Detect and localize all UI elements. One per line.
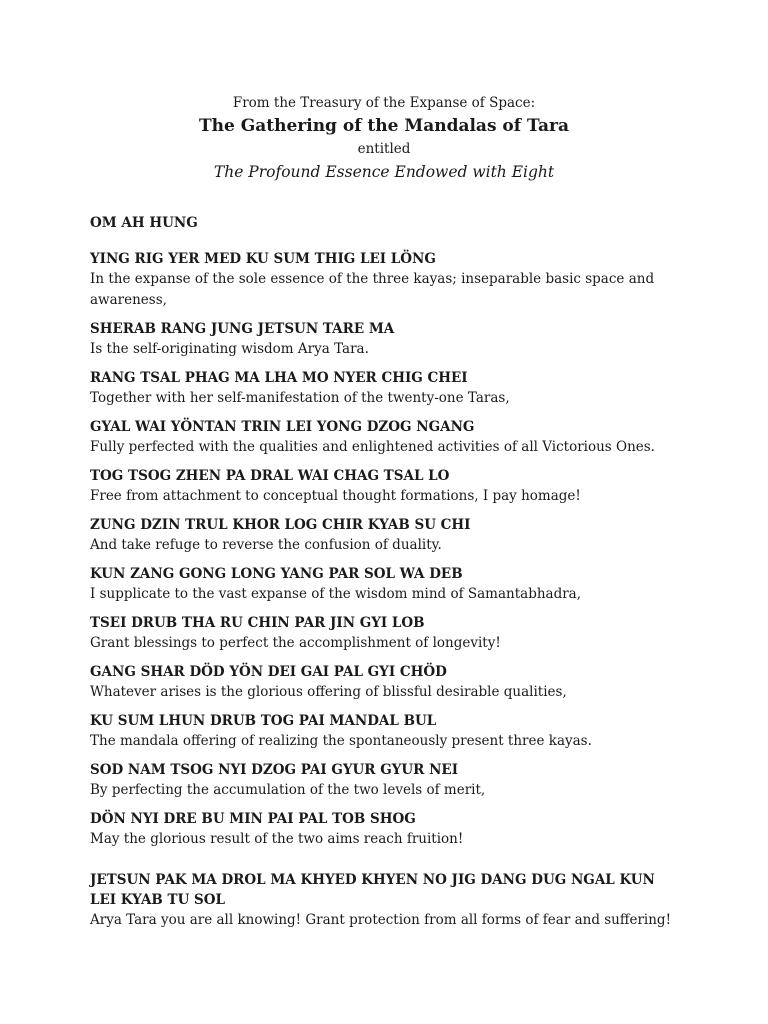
- verse-tibetan-line: TOG TSOG ZHEN PA DRAL WAI CHAG TSAL LO: [90, 468, 450, 484]
- verse-tibetan-line: YING RIG YER MED KU SUM THIG LEI LÖNG: [90, 251, 436, 267]
- verse: [90, 466, 678, 507]
- verse-english-translation: I supplicate to the vast expanse of the wisdom mind of Samantabhadra,: [90, 586, 582, 602]
- verse-english-translation: Together with her self-manifestation of the twenty-one Taras,: [90, 390, 510, 406]
- verse-english-translation: And take refuge to reverse the confusion of duality.: [90, 537, 442, 553]
- verse-english-translation: Grant blessings to perfect the accomplishment of longevity!: [90, 635, 501, 651]
- verse-tibetan-line: JETSUN PAK MA DROL MA KHYED KHYEN NO JIG DANG DUG NGAL KUN LEI KYAB TU SOL: [90, 872, 655, 908]
- verse-english-translation: Arya Tara you are all knowing! Grant protection from all forms of fear and suffering!: [90, 912, 671, 928]
- verse: [90, 662, 678, 703]
- invocation-text: OM AH HUNG: [90, 215, 198, 231]
- verse-english-translation: May the glorious result of the two aims reach fruition!: [90, 831, 464, 847]
- verse-tibetan-line: ZUNG DZIN TRUL KHOR LOG CHIR KYAB SU CHI: [90, 517, 471, 533]
- verse-tibetan-line: DÖN NYI DRE BU MIN PAI PAL TOB SHOG: [90, 811, 416, 827]
- verse-english-translation: In the expanse of the sole essence of the three kayas; inseparable basic space and awareness,: [90, 271, 655, 308]
- verse-english-translation: Free from attachment to conceptual thought formations, I pay homage!: [90, 488, 581, 504]
- verse-tibetan-line: GANG SHAR DÖD YÖN DEI GAI PAL GYI CHÖD: [90, 664, 447, 680]
- verse-tibetan-line: KUN ZANG GONG LONG YANG PAR SOL WA DEB: [90, 566, 463, 582]
- source-subtitle: From the Treasury of the Expanse of Space:: [232, 95, 536, 111]
- verse-tibetan-line: TSEI DRUB THA RU CHIN PAR JIN GYI LOB: [90, 615, 425, 631]
- verse: [90, 249, 678, 311]
- verse: [90, 711, 678, 752]
- verse: [90, 564, 678, 605]
- document-italic-title: The Profound Essence Endowed with Eight: [213, 163, 555, 181]
- verse: [90, 515, 678, 556]
- verse-english-translation: The mandala offering of realizing the spontaneously present three kayas.: [90, 733, 592, 749]
- verse-tibetan-line: GYAL WAI YÖNTAN TRIN LEI YONG DZOG NGANG: [90, 419, 475, 435]
- verse: [90, 417, 678, 458]
- verse-tibetan-line: SOD NAM TSOG NYI DZOG PAI GYUR GYUR NEI: [90, 762, 459, 778]
- verse-tibetan-line: RANG TSAL PHAG MA LHA MO NYER CHIG CHEI: [90, 370, 468, 386]
- verse-list: [90, 249, 678, 931]
- entitled-label: entitled: [357, 141, 411, 157]
- verse: [90, 368, 678, 409]
- verse-english-translation: Whatever arises is the glorious offering of blissful desirable qualities,: [90, 684, 567, 700]
- verse: [90, 870, 678, 931]
- verse-english-translation: Is the self-originating wisdom Arya Tara.: [90, 341, 369, 357]
- verse-tibetan-line: SHERAB RANG JUNG JETSUN TARE MA: [90, 321, 395, 337]
- verse-tibetan-line: KU SUM LHUN DRUB TOG PAI MANDAL BUL: [90, 713, 437, 729]
- verse: [90, 613, 678, 654]
- verse: [90, 760, 678, 801]
- verse-english-translation: By perfecting the accumulation of the two levels of merit,: [90, 782, 486, 798]
- document-title: The Gathering of the Mandalas of Tara: [198, 116, 570, 136]
- verse: [90, 809, 678, 850]
- verse: [90, 319, 678, 360]
- document-header: [90, 94, 678, 184]
- verse-english-translation: Fully perfected with the qualities and enlightened activities of all Victorious Ones.: [90, 439, 655, 455]
